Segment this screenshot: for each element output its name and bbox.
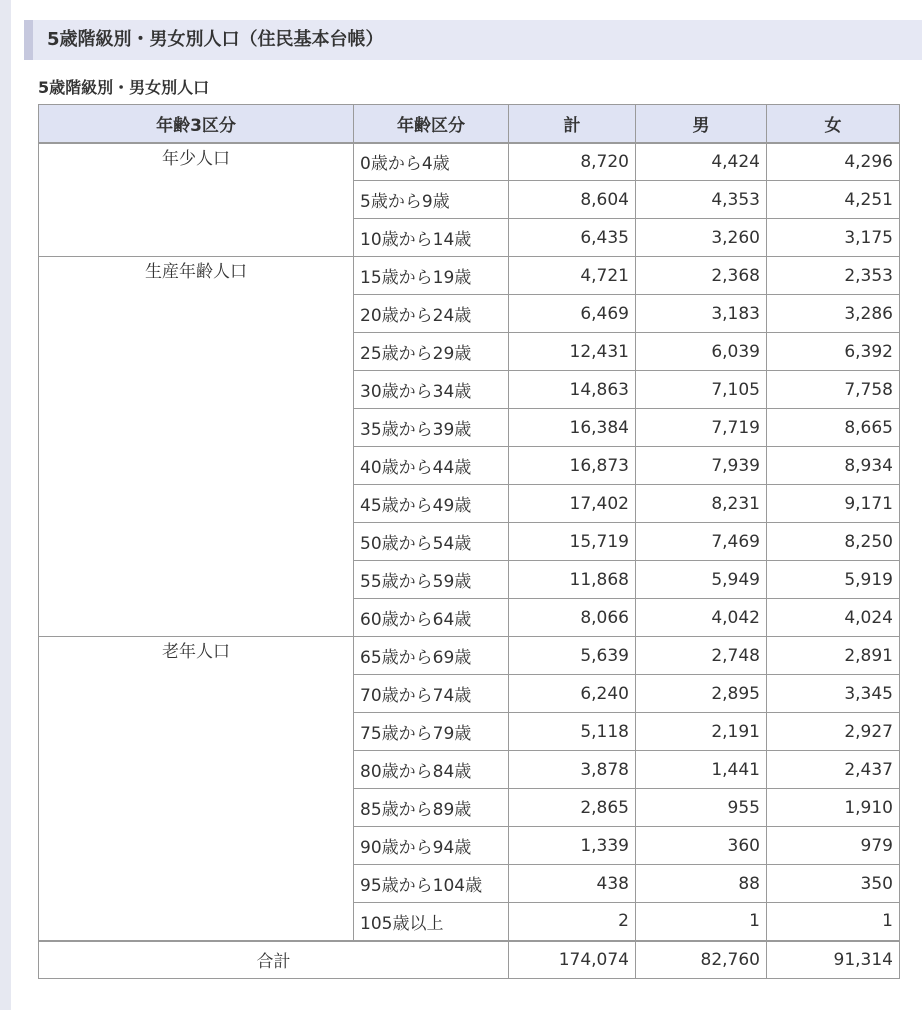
grand-total-total: 174,074 <box>509 941 636 979</box>
grand-total-label: 合計 <box>39 941 509 979</box>
female-cell: 4,251 <box>767 181 900 219</box>
female-cell: 2,437 <box>767 751 900 789</box>
total-cell: 8,604 <box>509 181 636 219</box>
male-cell: 7,719 <box>636 409 767 447</box>
male-cell: 2,895 <box>636 675 767 713</box>
grand-total-male: 82,760 <box>636 941 767 979</box>
total-cell: 1,339 <box>509 827 636 865</box>
age-band-cell: 35歳から39歳 <box>354 409 509 447</box>
age-band-cell: 95歳から104歳 <box>354 865 509 903</box>
age-band-cell: 30歳から34歳 <box>354 371 509 409</box>
age-band-cell: 70歳から74歳 <box>354 675 509 713</box>
male-cell: 7,469 <box>636 523 767 561</box>
female-cell: 1 <box>767 903 900 941</box>
female-cell: 8,934 <box>767 447 900 485</box>
male-cell: 7,105 <box>636 371 767 409</box>
age-group-cell: 生産年齢人口 <box>39 257 354 637</box>
header-female: 女 <box>767 105 900 143</box>
female-cell: 4,296 <box>767 143 900 181</box>
male-cell: 8,231 <box>636 485 767 523</box>
age-band-cell: 80歳から84歳 <box>354 751 509 789</box>
male-cell: 7,939 <box>636 447 767 485</box>
age-band-cell: 55歳から59歳 <box>354 561 509 599</box>
male-cell: 2,748 <box>636 637 767 675</box>
total-cell: 2,865 <box>509 789 636 827</box>
age-band-cell: 75歳から79歳 <box>354 713 509 751</box>
male-cell: 2,368 <box>636 257 767 295</box>
male-cell: 4,353 <box>636 181 767 219</box>
age-group-cell: 老年人口 <box>39 637 354 941</box>
male-cell: 1,441 <box>636 751 767 789</box>
male-cell: 2,191 <box>636 713 767 751</box>
total-cell: 11,868 <box>509 561 636 599</box>
female-cell: 9,171 <box>767 485 900 523</box>
female-cell: 3,175 <box>767 219 900 257</box>
female-cell: 8,665 <box>767 409 900 447</box>
total-cell: 438 <box>509 865 636 903</box>
header-group: 年齢3区分 <box>39 105 354 143</box>
female-cell: 8,250 <box>767 523 900 561</box>
female-cell: 2,353 <box>767 257 900 295</box>
header-band: 年齢区分 <box>354 105 509 143</box>
male-cell: 4,042 <box>636 599 767 637</box>
total-cell: 14,863 <box>509 371 636 409</box>
total-cell: 8,720 <box>509 143 636 181</box>
total-cell: 6,469 <box>509 295 636 333</box>
total-cell: 5,639 <box>509 637 636 675</box>
section-title: 5歳階級別・男女別人口（住民基本台帳） <box>47 29 384 50</box>
age-band-cell: 0歳から4歳 <box>354 143 509 181</box>
table-body <box>39 143 900 941</box>
age-band-cell: 25歳から29歳 <box>354 333 509 371</box>
age-band-cell: 40歳から44歳 <box>354 447 509 485</box>
female-cell: 3,345 <box>767 675 900 713</box>
age-band-cell: 105歳以上 <box>354 903 509 941</box>
total-cell: 5,118 <box>509 713 636 751</box>
age-band-cell: 90歳から94歳 <box>354 827 509 865</box>
female-cell: 350 <box>767 865 900 903</box>
header-male: 男 <box>636 105 767 143</box>
age-band-cell: 45歳から49歳 <box>354 485 509 523</box>
total-cell: 4,721 <box>509 257 636 295</box>
male-cell: 1 <box>636 903 767 941</box>
age-band-cell: 15歳から19歳 <box>354 257 509 295</box>
grand-total-female: 91,314 <box>767 941 900 979</box>
total-cell: 6,435 <box>509 219 636 257</box>
male-cell: 5,949 <box>636 561 767 599</box>
male-cell: 6,039 <box>636 333 767 371</box>
table-caption: 5歳階級別・男女別人口 <box>38 78 210 97</box>
male-cell: 88 <box>636 865 767 903</box>
age-group-cell: 年少人口 <box>39 143 354 257</box>
age-band-cell: 5歳から9歳 <box>354 181 509 219</box>
total-cell: 17,402 <box>509 485 636 523</box>
male-cell: 955 <box>636 789 767 827</box>
age-band-cell: 65歳から69歳 <box>354 637 509 675</box>
table-row <box>39 257 900 295</box>
male-cell: 3,183 <box>636 295 767 333</box>
female-cell: 2,927 <box>767 713 900 751</box>
female-cell: 4,024 <box>767 599 900 637</box>
population-table <box>38 104 900 979</box>
age-band-cell: 60歳から64歳 <box>354 599 509 637</box>
female-cell: 3,286 <box>767 295 900 333</box>
table-row <box>39 637 900 675</box>
age-band-cell: 50歳から54歳 <box>354 523 509 561</box>
total-cell: 3,878 <box>509 751 636 789</box>
age-band-cell: 20歳から24歳 <box>354 295 509 333</box>
female-cell: 6,392 <box>767 333 900 371</box>
total-cell: 2 <box>509 903 636 941</box>
total-cell: 12,431 <box>509 333 636 371</box>
male-cell: 3,260 <box>636 219 767 257</box>
total-cell: 6,240 <box>509 675 636 713</box>
grand-total-row <box>39 941 900 979</box>
male-cell: 360 <box>636 827 767 865</box>
female-cell: 979 <box>767 827 900 865</box>
total-cell: 8,066 <box>509 599 636 637</box>
age-band-cell: 10歳から14歳 <box>354 219 509 257</box>
left-rail <box>0 0 11 1010</box>
female-cell: 5,919 <box>767 561 900 599</box>
total-cell: 16,873 <box>509 447 636 485</box>
header-row <box>39 105 900 143</box>
female-cell: 2,891 <box>767 637 900 675</box>
female-cell: 1,910 <box>767 789 900 827</box>
total-cell: 15,719 <box>509 523 636 561</box>
total-cell: 16,384 <box>509 409 636 447</box>
male-cell: 4,424 <box>636 143 767 181</box>
female-cell: 7,758 <box>767 371 900 409</box>
table-row <box>39 143 900 181</box>
age-band-cell: 85歳から89歳 <box>354 789 509 827</box>
section-heading <box>24 20 922 60</box>
header-total: 計 <box>509 105 636 143</box>
